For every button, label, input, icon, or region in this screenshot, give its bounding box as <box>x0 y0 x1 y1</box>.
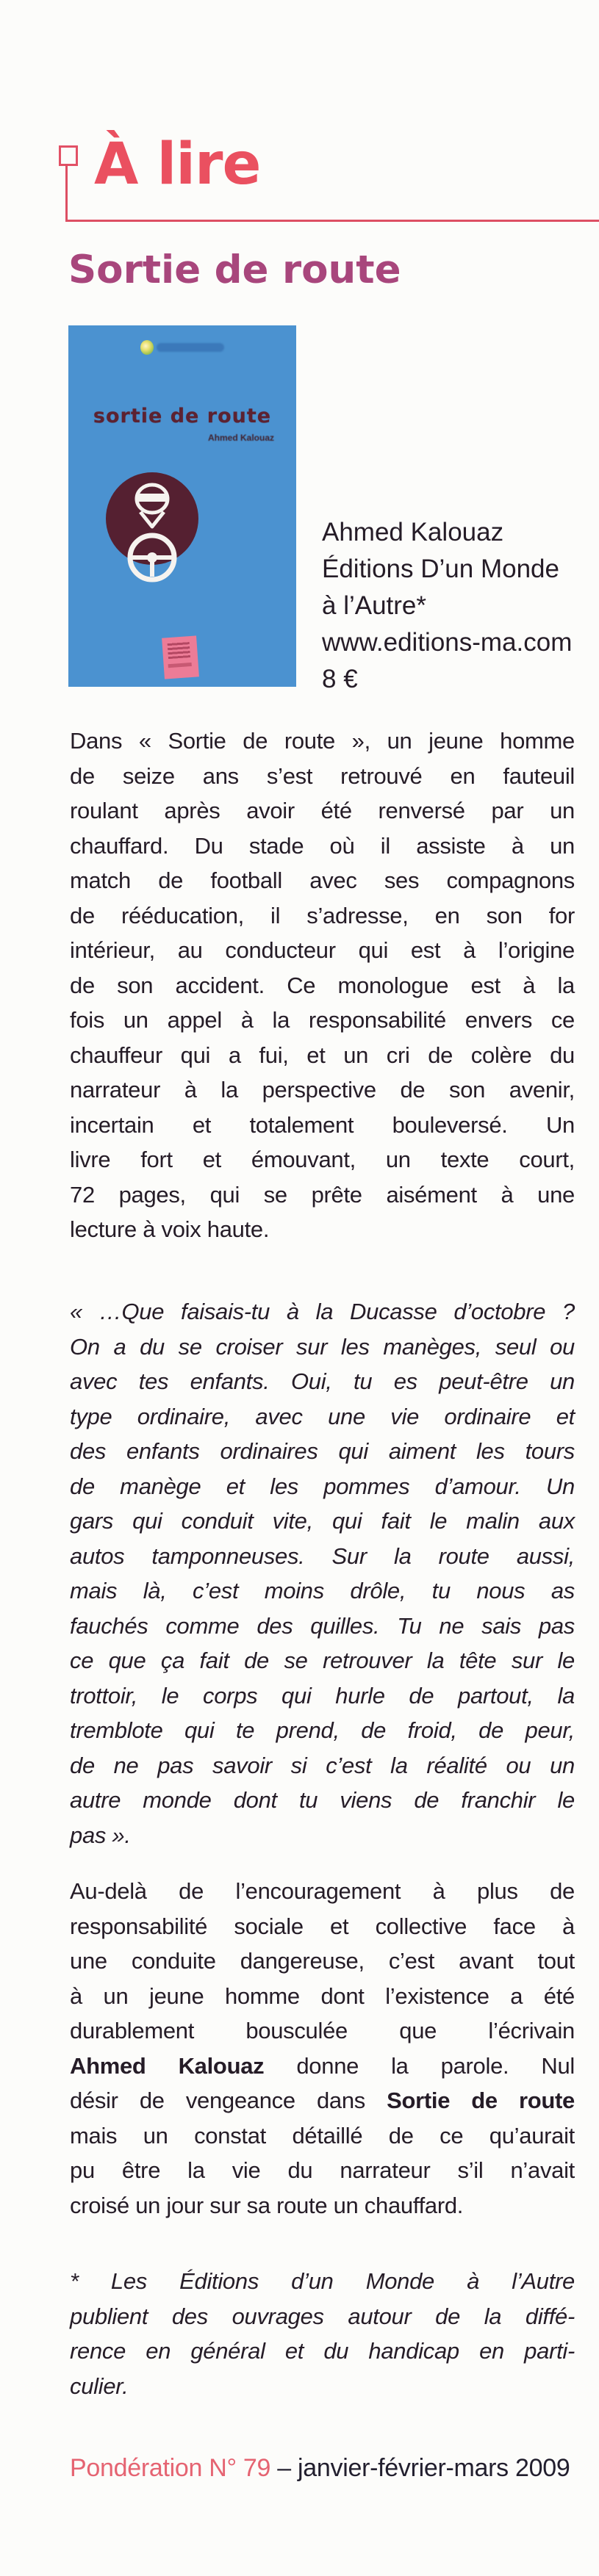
section-title: À lire <box>94 131 261 198</box>
article-title: Sortie de route <box>68 248 401 292</box>
price-sticker <box>162 635 199 679</box>
logo-dot-icon <box>140 340 154 355</box>
footer-issue-date: – janvier-février-mars 2009 <box>270 2454 570 2482</box>
book-cover <box>68 325 296 687</box>
book-info-website: www.editions-ma.com <box>322 628 573 657</box>
logo-text-blur <box>157 343 224 352</box>
footer-journal-name: Pondération N° 79 <box>70 2454 271 2482</box>
sticker-marks <box>168 641 190 659</box>
sticker-marks <box>168 663 192 668</box>
section-bullet-square <box>59 145 78 166</box>
page-footer <box>70 2454 570 2483</box>
book-info-author: Ahmed Kalouaz <box>322 518 504 546</box>
publisher-logo-icon <box>140 339 229 356</box>
paragraph-quote: « …Que faisais-tu à la Ducasse d’octobre ? On a du se croiser sur les manèges, seul ou avec tes enfants. Oui, tu es peut-être un type ordinaire, avec une vie ordinaire et des enfants ordinaires qui aiment les tours de manège et les pommes d’amour. Un gars qui conduit vite, qui fait le malin aux autos tamponneuses. Sur la route aussi, mais là, c’est moins drôle, tu nous as fauchés comme des quilles. Tu ne sais pas ce que ça fait de se retrouver la tête sur le trottoir, le corps qui hurle de partout, la tremblote qui te prend, de froid, de peur, de ne pas savoir si c’est la réalité ou un autre monde dont tu viens de franchir le pas ». <box>70 1299 575 1848</box>
paragraph-intro: Dans « Sortie de route », un jeune homme de seize ans s’est retrouvé en fauteuil roulant après avoir été renversé par un chauffard. Du stade où il assiste à un match de football avec ses compagnons de rééducation, il s’adresse, en son for intérieur, au conducteur qui est à l’origine de son accident. Ce monologue est à la fois un appel à la responsabilité envers ce chauffeur qui a fui, et un cri de colère du narrateur à la perspective de son avenir, incertain et totalement bouleversé. Un livre fort et émouvant, un texte court, 72 pages, qui se prête aisément à une lecture à voix haute. <box>70 728 575 1242</box>
driver-steering-wheel-icon <box>99 465 209 601</box>
book-info-publisher-line2: à l’Autre* <box>322 591 427 620</box>
paragraph-analysis: Au-delà de l’encouragement à plus de responsabilité sociale et collective face à une conduite dangereuse, c’est avant tout à un jeune homme dont l’existence a été durablement bousculée que l’écrivain Ahmed Kalouaz donne la parole. Nul désir de vengeance dans Sortie de route mais un constat détaillé de ce qu’aurait pu être la vie du narrateur s’il n’avait croisé un jour sur sa route un chauffard. <box>70 1878 575 2218</box>
book-info-block <box>322 514 587 698</box>
cover-author: Ahmed Kalouaz <box>207 433 274 443</box>
paragraph-footnote: * Les Éditions d’un Monde à l’Autre publient des ouvrages autour de la diffé- rence en général et du handicap en parti- culier. <box>70 2268 575 2399</box>
section-rule-horizontal <box>65 220 599 222</box>
section-rule-vertical <box>65 164 68 221</box>
book-info-price: 8 € <box>322 665 358 693</box>
cover-title: sortie de route <box>93 405 272 427</box>
book-info-publisher-line1: Éditions D’un Monde <box>322 555 559 583</box>
